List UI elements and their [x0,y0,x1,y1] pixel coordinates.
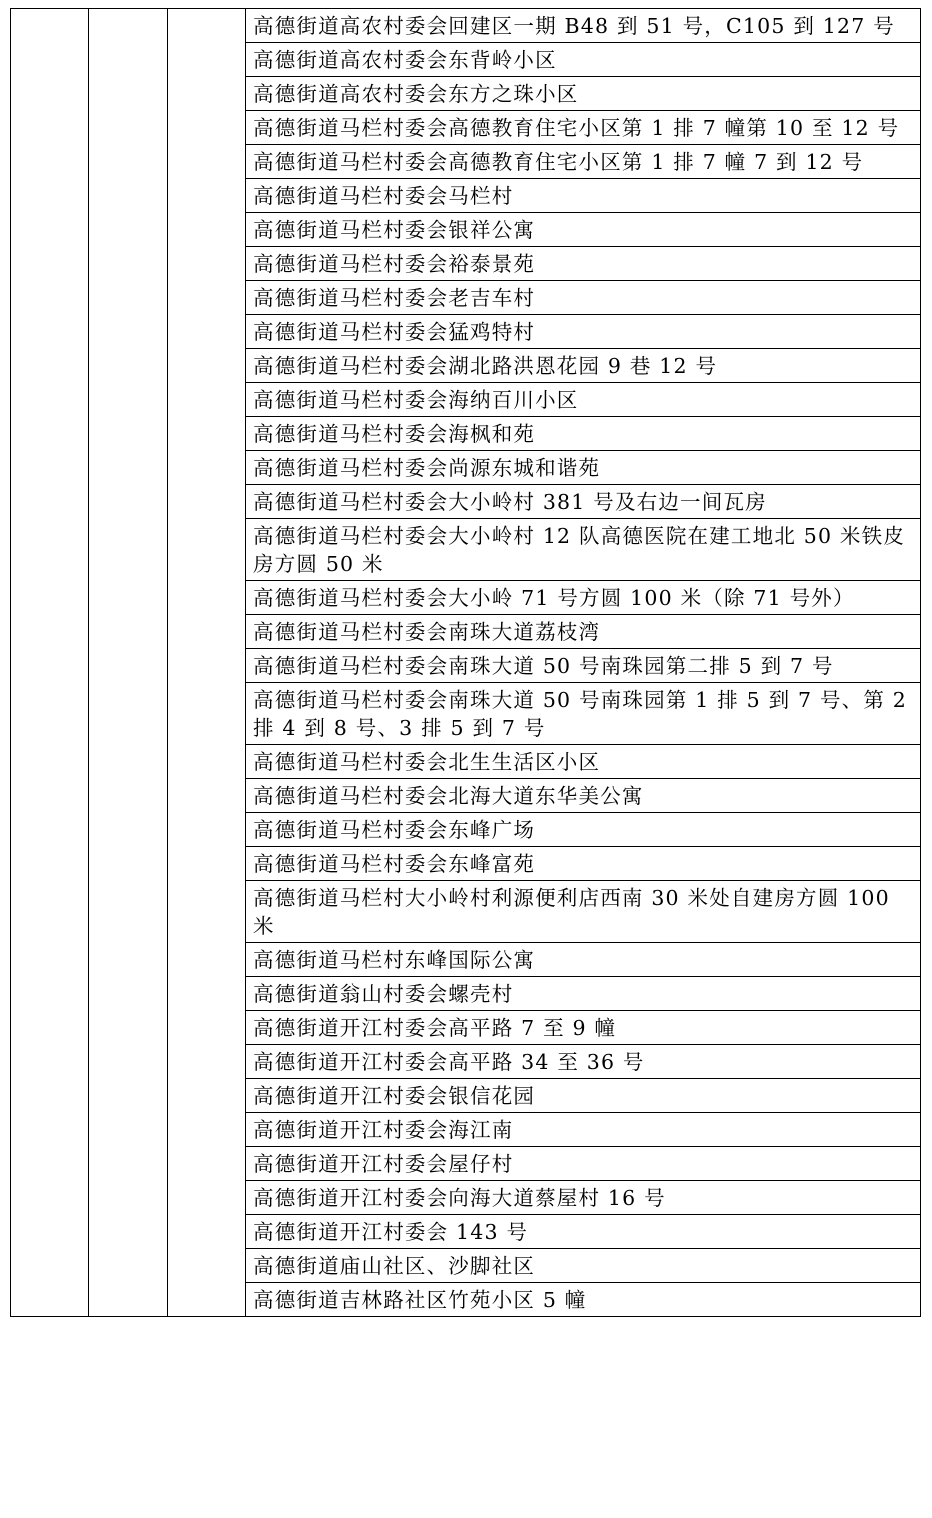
address-cell: 高德街道马栏村委会湖北路洪恩花园 9 巷 12 号 [246,349,921,383]
address-cell: 高德街道马栏村委会南珠大道 50 号南珠园第二排 5 到 7 号 [246,649,921,683]
address-table-body [11,9,921,1317]
address-cell: 高德街道马栏村委会高德教育住宅小区第 1 排 7 幢 7 到 12 号 [246,145,921,179]
address-cell: 高德街道马栏村委会海纳百川小区 [246,383,921,417]
address-cell: 高德街道马栏村委会南珠大道荔枝湾 [246,615,921,649]
address-cell: 高德街道开江村委会高平路 7 至 9 幢 [246,1011,921,1045]
address-cell: 高德街道开江村委会高平路 34 至 36 号 [246,1045,921,1079]
address-cell: 高德街道马栏村委会东峰广场 [246,813,921,847]
address-cell: 高德街道马栏村委会北海大道东华美公寓 [246,779,921,813]
address-cell: 高德街道翁山村委会螺壳村 [246,977,921,1011]
address-cell: 高德街道马栏村委会南珠大道 50 号南珠园第 1 排 5 到 7 号、第 2 排 4 到 8 号、3 排 5 到 7 号 [246,683,921,745]
address-cell: 高德街道马栏村委会尚源东城和谐苑 [246,451,921,485]
address-cell: 高德街道高农村委会东方之珠小区 [246,77,921,111]
address-cell: 高德街道开江村委会 143 号 [246,1215,921,1249]
address-cell: 高德街道开江村委会海江南 [246,1113,921,1147]
address-cell: 高德街道马栏村委会银祥公寓 [246,213,921,247]
address-cell: 高德街道马栏村东峰国际公寓 [246,943,921,977]
address-cell: 高德街道高农村委会东背岭小区 [246,43,921,77]
address-cell: 高德街道马栏村委会北生生活区小区 [246,745,921,779]
address-cell: 高德街道庙山社区、沙脚社区 [246,1249,921,1283]
merged-cell-col3 [168,9,246,1317]
merged-cell-col1 [11,9,89,1317]
address-cell: 高德街道马栏村委会东峰富苑 [246,847,921,881]
address-cell: 高德街道开江村委会银信花园 [246,1079,921,1113]
address-cell: 高德街道马栏村委会高德教育住宅小区第 1 排 7 幢第 10 至 12 号 [246,111,921,145]
address-cell: 高德街道马栏村委会大小岭村 12 队高德医院在建工地北 50 米铁皮房方圆 50 米 [246,519,921,581]
address-cell: 高德街道马栏村委会老吉车村 [246,281,921,315]
address-table [10,8,921,1317]
merged-cell-col2 [89,9,168,1317]
address-cell: 高德街道吉林路社区竹苑小区 5 幢 [246,1283,921,1317]
address-cell: 高德街道马栏村委会海枫和苑 [246,417,921,451]
address-cell: 高德街道马栏村委会大小岭村 381 号及右边一间瓦房 [246,485,921,519]
address-cell: 高德街道马栏村委会大小岭 71 号方圆 100 米（除 71 号外） [246,581,921,615]
address-cell: 高德街道开江村委会屋仔村 [246,1147,921,1181]
address-cell: 高德街道马栏村大小岭村利源便利店西南 30 米处自建房方圆 100 米 [246,881,921,943]
address-cell: 高德街道高农村委会回建区一期 B48 到 51 号，C105 到 127 号 [246,9,921,43]
address-cell: 高德街道马栏村委会裕泰景苑 [246,247,921,281]
table-row [11,9,921,43]
address-cell: 高德街道马栏村委会马栏村 [246,179,921,213]
address-cell: 高德街道开江村委会向海大道蔡屋村 16 号 [246,1181,921,1215]
address-cell: 高德街道马栏村委会猛鸡特村 [246,315,921,349]
